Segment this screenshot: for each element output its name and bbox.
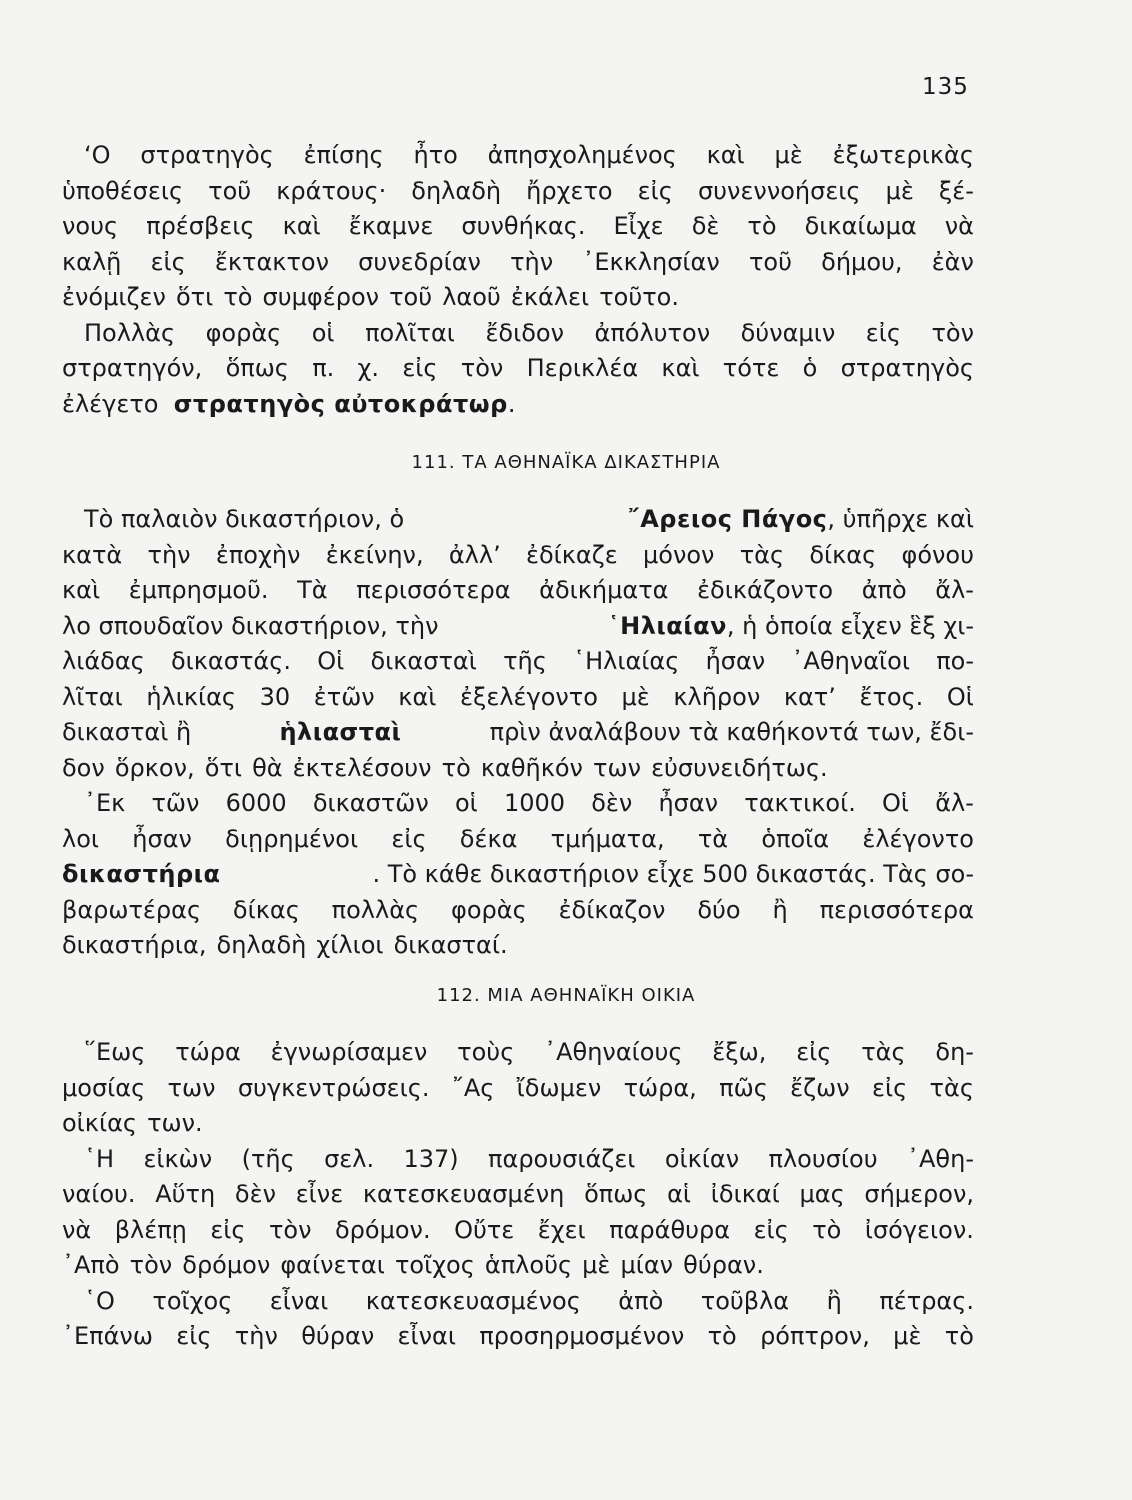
word: δέκα [459,824,518,853]
text-line [62,857,974,893]
word: ναίου. [62,1180,136,1208]
word: ὅτι [204,753,242,782]
word: πολῖται [365,318,455,347]
word: τὰ [697,824,729,853]
word: ἐδικάζοντο [697,576,834,604]
bold-term: ῎Αρειος Πάγος [627,505,828,533]
word: ῞Εως [84,1038,146,1066]
word: ῾Ηλιαίας [573,647,680,675]
word: χ. [357,354,380,382]
word: ἐπίσης [303,141,384,169]
word: ᾿Επάνω [62,1322,153,1350]
text-block-3 [62,1035,974,1355]
text-line [62,1213,974,1249]
word: συμφέρον [262,283,380,311]
text-line [62,609,974,645]
word: τὸ [223,283,253,311]
word: λαοῦ [442,283,501,311]
word: θὰ [252,753,283,782]
word: τῆς [503,647,547,675]
word: εἰς [637,176,673,205]
word: εἰς [753,1215,789,1244]
word: καὶ [62,576,101,604]
word: ὁ [802,354,818,382]
text-line [62,138,974,174]
section-heading-112: 112. ΜΙΑ ΑΘΗΝΑΪΚΗ ΟΙΚΙΑ [436,985,696,1006]
word: ᾿Εκ [84,789,126,817]
text-block-1 [62,138,974,422]
word: κατεσκευασμένη [362,1180,565,1208]
word: τὸ [441,753,471,782]
word: ἰσόγειον. [864,1215,974,1244]
word: μὲ [893,1322,922,1350]
word: πῶς [719,1073,768,1102]
text-line [62,1035,974,1071]
word: ῾Η [84,1144,115,1173]
word: ἤρχετο [526,176,613,205]
text-line [62,245,974,281]
word: λιάδας [62,647,145,675]
word: δηλαδὴ [411,176,502,205]
text-line [62,502,974,538]
word: ἀπὸ [618,1286,664,1315]
word: τακτικοί. [744,789,856,817]
word: των [167,1073,216,1102]
text-line [62,316,974,352]
word: ἐξωτερικὰς [832,141,974,169]
word: προσηρμοσμένον [479,1322,685,1350]
text-line [62,387,974,423]
word: κατ’ [783,682,836,711]
text-line [62,174,974,210]
word: ἔχει [537,1215,586,1244]
text-block-2 [62,502,974,964]
word: ἐξελέγοντο [459,682,598,711]
word: ἐλέγοντο [862,824,974,853]
word: μοσίας [62,1073,146,1102]
word: εἰς [150,247,186,276]
word: ἢ [772,895,788,924]
word: ἢ [826,1286,842,1315]
word: ἔκτακτον [214,247,329,276]
word: μίαν [620,1251,674,1279]
word: μὲ [885,176,914,205]
word: καὶ [398,682,437,711]
word: παράθυρα [609,1215,731,1244]
text-line [62,715,974,751]
word: τὸν [460,354,504,382]
word: ἄλ- [935,576,974,604]
word: ἔκαμνε [348,212,434,240]
word: εἶναι [269,1286,329,1315]
word: τὴν [234,1322,278,1350]
line-text: , ὑπῆρχε καὶ [827,505,974,533]
word: εἰς [796,1038,832,1066]
line-text: . Τὸ κάθε δικαστήριον εἶχε 500 δικαστάς. Τὰς σο- [372,860,974,888]
word: εἰς [391,824,427,853]
word: ἐγνωρίσαμεν [270,1038,428,1066]
word: ὑποθέσεις [62,176,184,205]
word: δίκας [232,895,300,924]
word: δικασταὶ [370,647,477,675]
word: εἰς [872,1073,908,1102]
text-line [62,928,974,964]
bold-term: ἡλιασταὶ [279,718,402,746]
word: ἔζων [790,1073,850,1102]
word: δικαίωμα [804,212,917,240]
word: τὰς [861,1038,906,1066]
word: βλέπῃ [114,1215,187,1244]
word: οἱ [454,789,478,817]
word: (τῆς [241,1144,295,1173]
word: χίλιοι [316,931,384,959]
word: ῎Ας [451,1073,495,1102]
word: ἦσαν [132,824,192,853]
word: ἦσαν [705,647,766,675]
word: θύραν [301,1322,375,1350]
word: τώρα [175,1038,241,1066]
word: δήμου, [821,247,903,276]
word: περισσότερα [356,576,511,604]
word: ἄλ- [935,789,974,817]
word: Τὰ [297,576,328,604]
word: τὸ [812,1215,842,1244]
word: εὐσυνειδήτως. [651,753,828,782]
word: τοῦ [748,247,792,276]
word: τότε [722,354,780,382]
word: τὸ [944,1322,974,1350]
word: δύο [697,895,741,924]
line-text: πρὶν ἀναλάβουν τὰ καθήκοντά των, ἔδι- [489,718,974,746]
word: δὲν [234,1180,276,1208]
word: ἐδίκαζε [525,540,618,569]
word: ἀλλ’ [448,540,501,569]
text-line [62,1248,974,1284]
text-line [62,1319,974,1355]
text-line [62,786,974,822]
word: 137) [403,1144,459,1173]
word: ἴδωμεν [516,1073,602,1102]
word: στρατηγὸς [840,354,974,382]
bold-term: δικαστήρια [62,860,221,888]
word: Πολλὰς [84,318,176,347]
word: θύραν. [683,1251,764,1279]
word: λῖται [62,682,123,711]
word: ᾿Αθηναῖοι [791,647,910,675]
word: συνθήκας. [461,212,586,240]
word: καθῆκόν [480,753,583,782]
word: καὶ [282,212,321,240]
bold-term: στρατηγὸς αὐτοκράτωρ [173,389,508,418]
word: ὅπως [225,354,289,382]
word: δίκας [809,540,877,569]
word: τοῦτο. [599,283,679,311]
word: στρατηγόν, [62,354,203,382]
text-line [62,893,974,929]
word: 30 [259,682,291,711]
line-text: λο σπουδαῖον δικαστήριον, τὴν [62,611,439,640]
word: κράτους· [276,176,387,205]
word: καὶ [706,141,745,169]
word: μὲ [621,682,650,711]
line-text: Τὸ παλαιὸν δικαστήριον, ὁ [84,505,405,533]
word: 1000 [503,789,566,817]
word: τὰς [739,540,785,569]
word: ἐμπρησμοῦ. [128,576,269,604]
word: ᾿Αθηναίους [544,1038,683,1066]
word: φόνου [901,540,974,569]
word: ἐποχὴν [215,540,301,569]
word: ἦτο [413,141,458,169]
word: Αὕτη [155,1180,216,1208]
text-line [62,1284,974,1320]
word: ἀπὸ [861,576,907,604]
word: Οἱ [946,682,974,711]
word: ὅτι [175,283,214,311]
word: κατὰ [62,540,123,569]
word: τοῖχος [152,1286,233,1315]
word: πέτρας. [879,1286,974,1315]
line-text: δικασταὶ ἢ [62,718,192,746]
word: ἰδικαί [710,1180,780,1208]
text-line [62,280,974,316]
word: δὲν [591,789,633,817]
word: ἐκείνην, [325,540,424,569]
line-text: . [507,389,516,418]
text-line [62,644,974,680]
word: ‘Ο [84,141,111,169]
word: ρόπτρον, [760,1322,870,1350]
word: εἰς [210,1215,246,1244]
word: ὅπως [584,1180,648,1208]
line-mixed [608,609,974,645]
word: μόνον [643,540,715,569]
word: εἰκὼν [143,1144,213,1173]
word: δύναμιν [740,318,836,347]
word: των [593,753,641,782]
word: δικασταί. [393,931,508,959]
word: ἐκάλει [510,283,590,311]
word: πο- [936,647,974,675]
word: τμήματα, [550,824,665,853]
line-text: , ἡ ὁποία εἶχεν ἓξ χι- [726,611,974,640]
word: τοῦβλα [700,1286,790,1315]
word: ἔτος. [859,682,924,711]
word: τῶν [151,789,200,817]
bold-term: ῾Ηλιαίαν [607,611,727,640]
word: εἰς [176,1322,212,1350]
word: οἰκίαν [664,1144,740,1173]
word: ἀδικήματα [539,576,669,604]
word: ἡλικίας [146,682,237,711]
word: εἰς [402,354,438,382]
word: σελ. [324,1144,375,1173]
word: τὸν [268,1215,312,1244]
word: συγκεντρώσεις. [237,1073,430,1102]
word: Οἱ [882,789,910,817]
word: δρόμον. [335,1215,431,1244]
word: Οὔτε [454,1215,515,1244]
word: πλουσίου [768,1144,878,1173]
word: τὴν [510,247,554,276]
word: τοὺς [457,1038,515,1066]
word: Οἱ [317,647,345,675]
word: στρατηγὸς [140,141,274,169]
line-text: ἐλέγετο [62,389,159,418]
word: ἐτῶν [313,682,375,711]
word: ᾿Αθη- [907,1144,974,1173]
text-line [62,1177,974,1213]
word: Εἶχε [613,212,664,240]
word: ἁπλοῦς [484,1251,573,1279]
word: ξέ- [938,176,974,205]
text-line [62,538,974,574]
word: τοῖχος [394,1251,475,1279]
word: ἐνόμιζεν [62,283,166,311]
word: δικαστήρια, [62,931,207,959]
word: δὲ [691,212,720,240]
section-heading-111: 111. ΤΑ ΑΘΗΝΑΪΚΑ ΔΙΚΑΣΤΗΡΙΑ [411,452,721,473]
word: των. [147,1109,203,1137]
word: ῾Ο [84,1286,115,1315]
word: νὰ [62,1215,92,1244]
word: δικαστάς. [170,647,291,675]
word: ἐὰν [931,247,974,276]
word: πρέσβεις [146,212,255,240]
text-line [62,573,974,609]
word: τοῦ [389,283,433,311]
word: περισσότερα [819,895,974,924]
word: δικαστῶν [312,789,429,817]
word: ᾿Απὸ [62,1251,120,1279]
word: δη- [935,1038,974,1066]
word: παρουσιάζει [488,1144,636,1173]
word: εἶναι [397,1322,456,1350]
word: οἰκίας [62,1109,137,1137]
word: ὁποῖα [761,824,830,853]
word: ὅρκον, [114,753,195,782]
word: κλῆρον [673,682,761,711]
word: μὲ [774,141,803,169]
word: νὰ [944,212,974,240]
word: οἱ [311,318,335,347]
word: συνεννοήσεις [697,176,861,205]
word: δηλαδὴ [216,931,307,959]
word: κατεσκευασμένος [365,1286,581,1315]
text-line [62,751,974,787]
word: εἰς [865,318,901,347]
word: φορὰς [451,895,527,924]
word: ἀπόλυτον [594,318,711,347]
word: 6000 [225,789,287,817]
word: μας [799,1180,845,1208]
text-line [62,680,974,716]
text-line [62,209,974,245]
text-line [62,1142,974,1178]
word: φαίνεται [280,1251,385,1279]
word: καὶ [661,354,700,382]
word: πολλὰς [331,895,420,924]
word: τὴν [147,540,191,569]
word: τώρα, [623,1073,697,1102]
word: τὸν [129,1251,173,1279]
word: τὰς [929,1073,974,1102]
word: σήμερον, [864,1180,974,1208]
word: ἐκτελέσουν [292,753,432,782]
word: λοι [62,824,100,853]
word: ἔδιδον [485,318,564,347]
word: τὸ [747,212,777,240]
text-line [62,822,974,858]
text-line [62,1106,974,1142]
word: δρόμον [182,1251,271,1279]
line-mixed [628,502,974,538]
text-line [62,1071,974,1107]
word: ἀπησχολημένος [487,141,677,169]
word: εἶνε [295,1180,344,1208]
word: συνεδρίαν [358,247,481,276]
word: τὸ [707,1322,737,1350]
word: Περικλέα [526,354,639,382]
text-line [62,351,974,387]
word: π. [312,354,335,382]
word: ᾿Εκκλησίαν [582,247,720,276]
word: τὸν [931,318,974,347]
word: νους [62,212,119,240]
word: αἱ [667,1180,692,1208]
word: ἦσαν [658,789,719,817]
word: ἔξω, [712,1038,767,1066]
word: διῃρημένοι [225,824,359,853]
word: καλῇ [62,247,122,276]
word: δον [62,753,105,782]
word: ἐδίκαζον [558,895,666,924]
word: τοῦ [208,176,252,205]
word: μὲ [582,1251,611,1279]
word: φορὰς [205,318,282,347]
page-number: 135 [922,74,969,100]
word: βαρωτέρας [62,895,202,924]
